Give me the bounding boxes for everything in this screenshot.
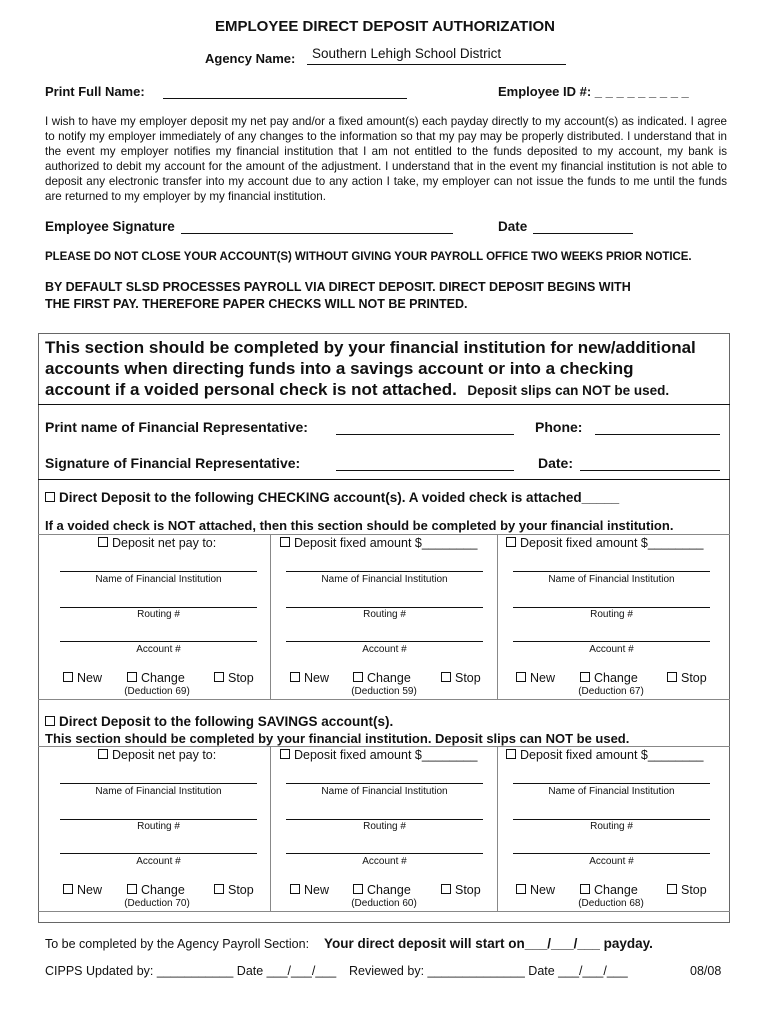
agency-name-label: Agency Name: bbox=[205, 51, 296, 66]
checkbox[interactable] bbox=[214, 884, 224, 894]
header-text: Deposit fixed amount $________ bbox=[294, 748, 478, 762]
checking-col3-header[interactable] bbox=[506, 536, 703, 550]
account-label: Account # bbox=[362, 856, 407, 867]
account-label: Account # bbox=[136, 856, 181, 867]
rep-name-label: Print name of Financial Representative: bbox=[45, 419, 308, 435]
institution-line[interactable] bbox=[513, 571, 710, 572]
header-text: Deposit net pay to: bbox=[112, 748, 217, 762]
checkbox[interactable] bbox=[506, 749, 516, 759]
fin-heading-tail: Deposit slips can NOT be used. bbox=[467, 383, 670, 398]
new-option[interactable] bbox=[516, 671, 555, 685]
change-option[interactable] bbox=[353, 883, 411, 897]
savings-checkbox[interactable] bbox=[45, 716, 55, 726]
checkbox[interactable] bbox=[580, 672, 590, 682]
routing-label: Routing # bbox=[590, 821, 633, 832]
savings-col3-header[interactable] bbox=[506, 748, 703, 762]
checkbox[interactable] bbox=[353, 884, 363, 894]
institution-line[interactable] bbox=[513, 783, 710, 784]
institution-line[interactable] bbox=[60, 783, 257, 784]
account-line[interactable] bbox=[513, 853, 710, 854]
fin-heading-line3 bbox=[45, 380, 669, 400]
divider bbox=[38, 479, 730, 480]
start-date-text: Your direct deposit will start on___/___/___ payday. bbox=[324, 936, 653, 951]
savings-note: This section should be completed by your financial institution. Deposit slips can NOT be used. bbox=[45, 731, 630, 746]
change-label: Change bbox=[594, 883, 638, 897]
stop-label: Stop bbox=[228, 671, 254, 685]
header-text: Deposit fixed amount $________ bbox=[520, 536, 704, 550]
header-text: Deposit fixed amount $________ bbox=[520, 748, 704, 762]
routing-line[interactable] bbox=[60, 607, 257, 608]
account-line[interactable] bbox=[60, 641, 257, 642]
checkbox[interactable] bbox=[63, 884, 73, 894]
account-label: Account # bbox=[589, 856, 634, 867]
cipps-updated: CIPPS Updated by: ___________ Date ___/___/___ bbox=[45, 964, 337, 978]
deduction-code: (Deduction 60) bbox=[351, 898, 417, 909]
employee-signature-label: Employee Signature bbox=[45, 219, 175, 234]
institution-label: Name of Financial Institution bbox=[548, 574, 675, 585]
stop-label: Stop bbox=[228, 883, 254, 897]
grid-top bbox=[38, 534, 730, 535]
change-label: Change bbox=[594, 671, 638, 685]
change-option[interactable] bbox=[127, 671, 185, 685]
routing-line[interactable] bbox=[286, 819, 483, 820]
employee-date-label: Date bbox=[498, 219, 528, 234]
stop-option[interactable] bbox=[667, 883, 707, 897]
divider bbox=[38, 404, 730, 405]
routing-label: Routing # bbox=[137, 609, 180, 620]
account-label: Account # bbox=[589, 644, 634, 655]
new-label: New bbox=[77, 671, 103, 685]
institution-label: Name of Financial Institution bbox=[321, 786, 448, 797]
routing-label: Routing # bbox=[363, 821, 406, 832]
change-option[interactable] bbox=[127, 883, 185, 897]
stop-label: Stop bbox=[455, 671, 481, 685]
account-label: Account # bbox=[362, 644, 407, 655]
savings-title-text: Direct Deposit to the following SAVINGS account(s). bbox=[59, 714, 394, 729]
checkbox[interactable] bbox=[127, 884, 137, 894]
agency-name-value: Southern Lehigh School District bbox=[312, 46, 502, 61]
checkbox[interactable] bbox=[516, 884, 526, 894]
grid-divider bbox=[270, 746, 271, 911]
checkbox[interactable] bbox=[280, 537, 290, 547]
default-notice-line1: BY DEFAULT SLSD PROCESSES PAYROLL VIA DIRECT DEPOSIT. DIRECT DEPOSIT BEGINS WITH bbox=[45, 280, 631, 294]
checkbox[interactable] bbox=[63, 672, 73, 682]
routing-line[interactable] bbox=[286, 607, 483, 608]
deduction-code: (Deduction 68) bbox=[578, 898, 644, 909]
routing-label: Routing # bbox=[137, 821, 180, 832]
institution-line[interactable] bbox=[60, 571, 257, 572]
stop-label: Stop bbox=[681, 883, 707, 897]
checkbox[interactable] bbox=[98, 537, 108, 547]
checkbox[interactable] bbox=[441, 884, 451, 894]
stop-option[interactable] bbox=[214, 671, 254, 685]
checkbox[interactable] bbox=[280, 749, 290, 759]
form-title: EMPLOYEE DIRECT DEPOSIT AUTHORIZATION bbox=[214, 18, 555, 35]
employee-id-label: Employee ID #: _ _ _ _ _ _ _ _ _ bbox=[498, 84, 689, 99]
new-option[interactable] bbox=[516, 883, 555, 897]
new-option[interactable] bbox=[290, 671, 329, 685]
checkbox[interactable] bbox=[353, 672, 363, 682]
agency-name-field[interactable] bbox=[307, 46, 566, 65]
account-label: Account # bbox=[136, 644, 181, 655]
stop-label: Stop bbox=[681, 671, 707, 685]
change-label: Change bbox=[367, 671, 411, 685]
checking-checkbox[interactable] bbox=[45, 492, 55, 502]
checking-col1-header[interactable] bbox=[98, 536, 216, 550]
grid-bottom bbox=[38, 699, 730, 700]
print-name-label: Print Full Name: bbox=[45, 84, 145, 99]
institution-line[interactable] bbox=[286, 783, 483, 784]
checkbox[interactable] bbox=[98, 749, 108, 759]
new-option[interactable] bbox=[63, 671, 102, 685]
checkbox[interactable] bbox=[667, 884, 677, 894]
change-option[interactable] bbox=[353, 671, 411, 685]
institution-label: Name of Financial Institution bbox=[548, 786, 675, 797]
account-line[interactable] bbox=[286, 641, 483, 642]
agency-section-label: To be completed by the Agency Payroll Section: bbox=[45, 937, 310, 951]
checkbox[interactable] bbox=[580, 884, 590, 894]
rep-phone-field[interactable] bbox=[595, 419, 720, 435]
change-option[interactable] bbox=[580, 671, 638, 685]
change-option[interactable] bbox=[580, 883, 638, 897]
stop-option[interactable] bbox=[214, 883, 254, 897]
checkbox[interactable] bbox=[516, 672, 526, 682]
institution-label: Name of Financial Institution bbox=[95, 574, 222, 585]
checkbox[interactable] bbox=[506, 537, 516, 547]
checkbox[interactable] bbox=[290, 884, 300, 894]
account-line[interactable] bbox=[286, 853, 483, 854]
stop-option[interactable] bbox=[441, 671, 481, 685]
deduction-code: (Deduction 69) bbox=[124, 686, 190, 697]
change-label: Change bbox=[141, 883, 185, 897]
stop-label: Stop bbox=[455, 883, 481, 897]
fin-heading-line2: accounts when directing funds into a savings account or into a checking bbox=[45, 359, 634, 378]
default-notice-line2: THE FIRST PAY. THEREFORE PAPER CHECKS WILL NOT BE PRINTED. bbox=[45, 297, 468, 311]
change-label: Change bbox=[367, 883, 411, 897]
checking-col2-header[interactable] bbox=[280, 536, 477, 550]
rep-name-field[interactable] bbox=[336, 419, 514, 435]
routing-line[interactable] bbox=[60, 819, 257, 820]
new-label: New bbox=[304, 671, 330, 685]
print-name-field[interactable] bbox=[163, 84, 407, 99]
new-option[interactable] bbox=[63, 883, 102, 897]
new-label: New bbox=[304, 883, 330, 897]
institution-label: Name of Financial Institution bbox=[321, 574, 448, 585]
fin-heading-line1: This section should be completed by your financial institution for new/additional bbox=[45, 338, 696, 357]
institution-line[interactable] bbox=[286, 571, 483, 572]
routing-line[interactable] bbox=[513, 607, 710, 608]
institution-label: Name of Financial Institution bbox=[95, 786, 222, 797]
grid-bottom bbox=[38, 911, 730, 912]
deduction-code: (Deduction 67) bbox=[578, 686, 644, 697]
checkbox[interactable] bbox=[290, 672, 300, 682]
new-label: New bbox=[530, 671, 556, 685]
rep-date-label: Date: bbox=[538, 455, 574, 471]
header-text: Deposit net pay to: bbox=[112, 536, 217, 550]
employee-signature-field[interactable] bbox=[181, 219, 453, 234]
employee-date-field[interactable] bbox=[533, 219, 633, 234]
checkbox[interactable] bbox=[667, 672, 677, 682]
change-label: Change bbox=[141, 671, 185, 685]
deduction-code: (Deduction 59) bbox=[351, 686, 417, 697]
account-line[interactable] bbox=[513, 641, 710, 642]
grid-divider bbox=[497, 746, 498, 911]
routing-label: Routing # bbox=[590, 609, 633, 620]
reviewed-by: Reviewed by: ______________ Date ___/___/___ bbox=[349, 964, 628, 978]
rep-signature-label: Signature of Financial Representative: bbox=[45, 455, 301, 471]
fin-heading-line3-text: account if a voided personal check is not attached. bbox=[45, 380, 457, 399]
checking-note: If a voided check is NOT attached, then this section should be completed by your financial institution. bbox=[45, 518, 674, 533]
routing-label: Routing # bbox=[363, 609, 406, 620]
savings-col2-header[interactable] bbox=[280, 748, 477, 762]
grid-divider bbox=[270, 534, 271, 699]
checking-title bbox=[45, 490, 619, 505]
account-line[interactable] bbox=[60, 853, 257, 854]
new-option[interactable] bbox=[290, 883, 329, 897]
new-label: New bbox=[77, 883, 103, 897]
checkbox[interactable] bbox=[127, 672, 137, 682]
checking-title-text: Direct Deposit to the following CHECKING account(s). A voided check is attached_____ bbox=[59, 490, 620, 505]
rep-signature-field[interactable] bbox=[336, 455, 514, 471]
stop-option[interactable] bbox=[667, 671, 707, 685]
grid-divider bbox=[497, 534, 498, 699]
notice-text: PLEASE DO NOT CLOSE YOUR ACCOUNT(S) WITHOUT GIVING YOUR PAYROLL OFFICE TWO WEEKS PRIOR NOTICE. bbox=[45, 251, 692, 263]
checkbox[interactable] bbox=[441, 672, 451, 682]
savings-col1-header[interactable] bbox=[98, 748, 216, 762]
stop-option[interactable] bbox=[441, 883, 481, 897]
savings-title bbox=[45, 714, 393, 729]
rep-date-field[interactable] bbox=[580, 455, 720, 471]
routing-line[interactable] bbox=[513, 819, 710, 820]
deduction-code: (Deduction 70) bbox=[124, 898, 190, 909]
revision-code: 08/08 bbox=[690, 964, 722, 978]
checkbox[interactable] bbox=[214, 672, 224, 682]
new-label: New bbox=[530, 883, 556, 897]
rep-phone-label: Phone: bbox=[535, 419, 583, 435]
header-text: Deposit fixed amount $________ bbox=[294, 536, 478, 550]
grid-top bbox=[38, 746, 730, 747]
authorization-text: I wish to have my employer deposit my net pay and/or a fixed amount(s) each payday directly to my account(s) as indicated. I agree to notify my employer immediately of any changes to the information so that my pay may be properly distributed. I understand that in the event my employer notifies my financial institution that I am not entitled to the funds deposited to my account, my bank is authorized to debit my account for the amount of the adjustment. I understand that in the event my financial institution is not able to deposit any electronic transfer into my account due to any action I take, my employer can not issue the funds to me until the funds are returned to my employer by my financial institution. bbox=[45, 115, 727, 204]
